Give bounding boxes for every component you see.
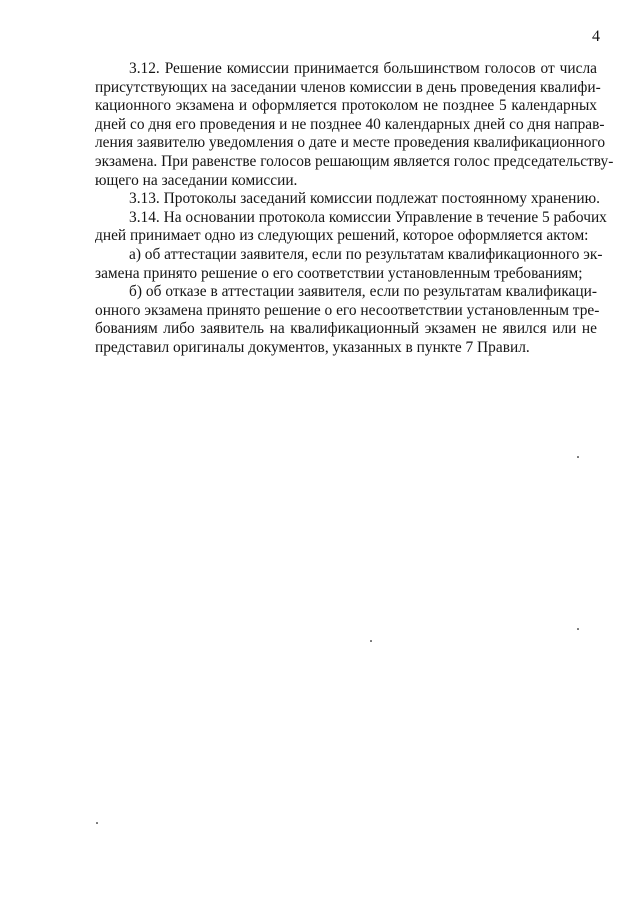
scan-speck (370, 640, 372, 642)
scan-speck (577, 456, 579, 458)
text-line: замена принято решение о его соответствии установленным требованиям; (95, 264, 583, 282)
paragraph-3-13 (95, 190, 600, 209)
text-line: б) об отказе в аттестации заявителя, если по результатам квалификаци- (129, 283, 597, 301)
text-line: ющего на заседании комиссии. (95, 171, 298, 189)
text-line: дней принимает одно из следующих решений, которое оформляется актом: (95, 227, 589, 245)
text-line: присутствующих на заседании членов комиссии в день проведения квалифи- (95, 78, 601, 96)
text-line: экзамена. При равенстве голосов решающим является голос председательству- (95, 152, 614, 170)
text-line: дней со дня его проведения и не позднее 40 календарных дней со дня направ- (95, 115, 605, 133)
document-body (95, 60, 614, 358)
text-line: бованиям либо заявитель на квалификационный экзамен не явился или не (95, 320, 597, 338)
text-line: онного экзамена принято решение о его несоответствии установленным тре- (95, 301, 600, 319)
scan-speck (577, 628, 579, 630)
text-line: 3.13. Протоколы заседаний комиссии подлежат постоянному хранению. (129, 190, 600, 208)
text-line: 3.12. Решение комиссии принимается большинством голосов от числа (129, 60, 597, 77)
text-line: 3.14. На основании протокола комиссии Управление в течение 5 рабочих (129, 208, 607, 226)
paragraph-item-b (95, 283, 600, 357)
paragraph-3-12 (95, 60, 614, 190)
scan-speck (96, 822, 98, 824)
text-line: кационного экзамена и оформляется протоколом не позднее 5 календарных (95, 97, 597, 115)
text-line: ления заявителю уведомления о дате и месте проведения квалификационного (95, 134, 606, 152)
paragraph-3-14 (95, 208, 607, 246)
text-line: а) об аттестации заявителя, если по результатам квалификационного эк- (129, 245, 603, 263)
paragraph-item-a (95, 245, 603, 283)
page-number: 4 (592, 28, 600, 45)
text-line: представил оригиналы документов, указанных в пункте 7 Правил. (95, 338, 530, 356)
